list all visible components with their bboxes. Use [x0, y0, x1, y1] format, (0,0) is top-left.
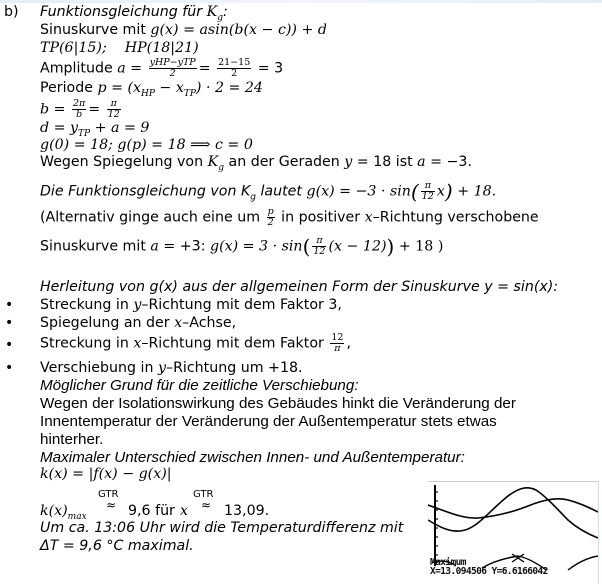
- text: an der Geraden: [223, 154, 345, 170]
- faktor-frac: [330, 333, 344, 354]
- herleitung-title: Herleitung von g(x) aus der allgemeinen Form der Sinuskurve y = sin(x):: [40, 279, 559, 295]
- approx-2: ≈: [201, 498, 212, 512]
- c-line: g(0) = 18; g(p) = 18 ⟹ c = 0: [40, 137, 253, 153]
- b-frac2: [107, 99, 121, 120]
- formula: g(x) = −3 · sin: [306, 183, 411, 200]
- gtr-label-1: GTR: [98, 489, 119, 500]
- text: lautet: [255, 183, 307, 200]
- text: Spiegelung an der: [40, 315, 175, 331]
- frac-den: b: [76, 109, 83, 120]
- alt2-frac: [312, 236, 326, 257]
- text: in positiver: [276, 209, 365, 226]
- bullet-icon: •: [5, 360, 14, 376]
- calculator-mode: Maximum: [430, 557, 466, 568]
- frac-den: 12: [107, 109, 120, 120]
- periode-sub2: TP: [183, 89, 196, 99]
- sub: g: [218, 163, 224, 173]
- var: y: [157, 360, 166, 376]
- frac-num: π: [421, 181, 435, 192]
- hp-point: HP(18|21): [124, 40, 199, 56]
- frac-num: π: [107, 99, 121, 110]
- section-label: b): [4, 4, 19, 20]
- calculator-y: Y=6.6166042: [491, 566, 548, 577]
- gleichung-line: Die Funktionsgleichung von $K_g$ lautet g(x) = −3 · sin( $\frac{\pi}{12}$ x) + 18.: [40, 179, 497, 204]
- heading-symbol: K: [206, 4, 218, 20]
- amplitude-line: Amplitude a = $\frac{\text{yHP−yTP}}{2}$ = $\frac{21-15}{2}$ = 3: [40, 57, 284, 79]
- frac-num: p: [267, 206, 274, 217]
- amplitude-result: = 3: [257, 60, 284, 77]
- heading-suffix: :: [222, 4, 228, 20]
- k-max-value: 9,6 für: [128, 503, 175, 519]
- calculator-screen: [428, 481, 599, 584]
- bullet-icon: •: [5, 337, 14, 353]
- periode-end: ) · 2 = 24: [195, 80, 263, 96]
- text: –Richtung mit dem Faktor 3,: [141, 297, 342, 313]
- grund-text-3: hinterher.: [40, 431, 104, 448]
- alternativ-line-1: [40, 207, 539, 228]
- grund-text-2: Innentemperatur der Veränderung der Außentemperatur stets etwas: [40, 413, 497, 430]
- text: –Richtung um +18.: [165, 360, 303, 376]
- points-line: [40, 40, 199, 57]
- x-value: 13,09.: [224, 503, 270, 519]
- var: y: [133, 297, 142, 313]
- grund-text-1: Wegen der Isolationswirkung des Gebäudes hinkt die Veränderung der: [40, 395, 516, 412]
- frac-num: π: [312, 236, 326, 247]
- b-line: b = $\frac{2\pi}{b}$ = $\frac{\pi}{12}$: [40, 98, 120, 120]
- formula-x: x: [436, 183, 445, 200]
- text: –Richtung verschobene: [372, 209, 539, 226]
- formula-end: + 18.: [452, 183, 497, 200]
- text: Wegen Spiegelung von: [40, 154, 208, 170]
- sinuskurve-line: [40, 22, 327, 39]
- frac-den: 2: [231, 68, 238, 79]
- formula-inner: (x − 12): [328, 238, 387, 255]
- frac-den: 12: [313, 246, 326, 257]
- text: Die Funktionsgleichung von K: [40, 183, 251, 200]
- sinuskurve-text: Sinuskurve mit: [40, 22, 151, 38]
- heading-sub: g: [217, 13, 223, 23]
- periode-mid: − x: [154, 80, 184, 96]
- approx-1: ≈: [106, 498, 117, 512]
- calculator-coords: [430, 567, 548, 576]
- bullet-icon: •: [5, 315, 14, 331]
- d-sub: TP: [78, 129, 91, 139]
- herleitung-item-1: [40, 297, 342, 314]
- d-formula: d = y: [40, 120, 79, 136]
- sym: K: [207, 154, 219, 170]
- amplitude-label: Amplitude: [40, 60, 118, 77]
- text: –Achse,: [182, 315, 237, 331]
- x-var: x: [180, 503, 189, 519]
- text: ,: [346, 335, 351, 352]
- maximal-title: Maximaler Unterschied zwischen Innen- und Außentemperatur:: [40, 449, 465, 466]
- var: a: [417, 154, 426, 170]
- heading-text: Funktionsgleichung für: [40, 4, 207, 20]
- text: Verschiebung in: [40, 360, 158, 376]
- k-max-sub: max: [67, 512, 87, 522]
- formula: g(x) = 3 · sin: [210, 238, 303, 255]
- amplitude-frac2: [217, 58, 251, 79]
- k-definition: k(x) = |f(x) − g(x)|: [40, 466, 172, 482]
- amplitude-lhs: a =: [117, 60, 143, 77]
- frac-num: 2π: [73, 98, 86, 109]
- gtr-label-2: GTR: [193, 489, 214, 500]
- var: a: [150, 238, 159, 255]
- alt-frac: [267, 207, 275, 228]
- formula-end: + 18 ): [394, 238, 444, 255]
- var: x: [364, 209, 373, 226]
- b-lhs: b =: [40, 101, 66, 118]
- periode-sub1: HP: [141, 89, 155, 99]
- spiegelung-line: [40, 154, 472, 177]
- gleichung-frac: [421, 181, 435, 202]
- periode-label: Periode: [40, 80, 98, 96]
- d-end: + a = 9: [90, 120, 150, 136]
- frac-num: 21−15: [218, 57, 251, 68]
- bullet-icon: •: [5, 297, 14, 313]
- text: Sinuskurve mit: [40, 238, 151, 255]
- calculator-x: X=13.094506: [430, 566, 487, 577]
- frac-den: 2: [169, 68, 176, 79]
- tp-point: TP(6|15);: [40, 40, 107, 56]
- text: = 18 ist: [352, 154, 418, 170]
- grund-title: Möglicher Grund für die zeitliche Verschiebung:: [40, 377, 359, 394]
- periode-formula: p = (x: [97, 80, 142, 96]
- frac-den: 2: [267, 217, 274, 228]
- var: y: [344, 154, 353, 170]
- alternativ-line-2: Sinuskurve mit a = +3: g(x) = 3 · sin( $\frac{\pi}{12}$ (x − 12)) + 18 ): [40, 234, 444, 259]
- k-max: k(x): [40, 503, 68, 519]
- herleitung-item-2: [40, 315, 236, 332]
- var: x: [133, 335, 142, 352]
- frac-den: π: [334, 343, 341, 354]
- top-band: [0, 0, 602, 3]
- sub: g: [250, 192, 256, 203]
- text: Streckung in: [40, 335, 134, 352]
- frac-num: yHP−yTP: [149, 57, 196, 68]
- herleitung-item-4: [40, 360, 303, 377]
- frac-num: 12: [331, 332, 344, 343]
- text: –Richtung mit dem Faktor: [141, 335, 329, 352]
- herleitung-item-3: [40, 333, 351, 354]
- frac-den: 12: [421, 191, 434, 202]
- amplitude-frac1: [149, 58, 197, 79]
- var: x: [174, 315, 183, 331]
- text: Streckung in: [40, 297, 134, 313]
- b-frac1: [72, 99, 86, 120]
- conclusion-2: ΔT = 9,6 °C maximal.: [40, 538, 194, 554]
- conclusion-1: Um ca. 13:06 Uhr wird die Temperaturdifferenz mit: [40, 520, 404, 536]
- sinuskurve-formula: g(x) = asin(b(x − c)) + d: [150, 22, 327, 38]
- text: = +3:: [158, 238, 210, 255]
- text: (Alternativ ginge auch eine um: [40, 209, 265, 226]
- text: = −3.: [425, 154, 472, 170]
